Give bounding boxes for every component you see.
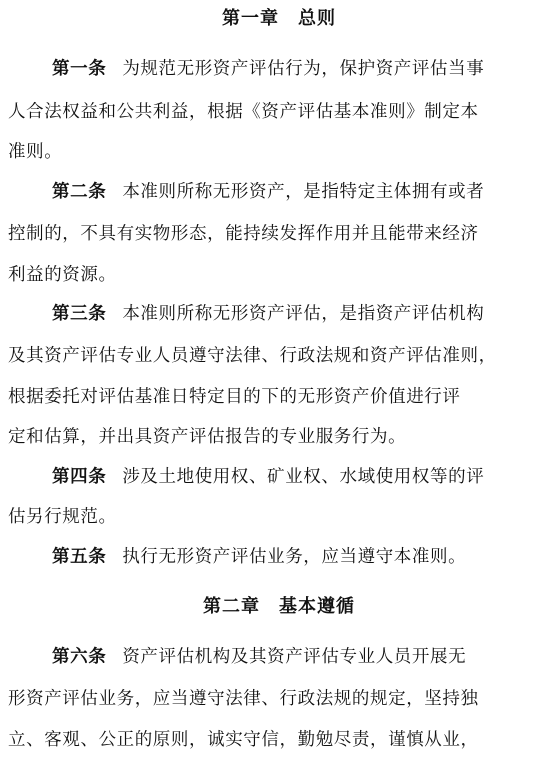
article-text-line: 估另行规范。 xyxy=(8,507,117,527)
chapter-heading: 第一章 总则 xyxy=(222,8,336,29)
article-first-line xyxy=(52,545,466,569)
article-text: 本准则所称无形资产，是指特定主体拥有或者 xyxy=(122,182,485,202)
article-text-line: 控制的，不具有实物形态，能持续发挥作用并且能带来经济 xyxy=(8,224,479,244)
article-text-line: 根据委托对评估基准日特定目的下的无形资产价值进行评 xyxy=(8,387,461,407)
article-text-line: 立、客观、公正的原则，诚实守信，勤勉尽责，谨慎从业， xyxy=(8,730,479,750)
article-first-line xyxy=(52,302,484,326)
article-text-line: 人合法权益和公共利益，根据《资产评估基本准则》制定本 xyxy=(8,102,479,122)
chapter-heading: 第二章 基本遵循 xyxy=(203,596,355,617)
article-first-line xyxy=(52,57,484,81)
article-text-line: 形资产评估业务，应当遵守法律、行政法规的规定，坚持独 xyxy=(8,689,479,709)
article-first-line xyxy=(52,465,484,489)
article-label: 第五条 xyxy=(52,547,107,567)
article-text: 为规范无形资产评估行为，保护资产评估当事 xyxy=(122,59,485,79)
article-text-line: 定和估算，并出具资产评估报告的专业服务行为。 xyxy=(8,427,407,447)
article-text: 涉及土地使用权、矿业权、水域使用权等的评 xyxy=(122,467,485,487)
article-label: 第六条 xyxy=(52,647,107,667)
article-text-line: 准则。 xyxy=(8,142,63,162)
article-label: 第二条 xyxy=(52,182,107,202)
article-text: 本准则所称无形资产评估，是指资产评估机构 xyxy=(122,304,485,324)
article-first-line xyxy=(52,180,484,204)
article-text: 执行无形资产评估业务，应当遵守本准则。 xyxy=(122,547,467,567)
article-text-line: 及其资产评估专业人员遵守法律、行政法规和资产评估准则， xyxy=(8,346,497,366)
article-first-line xyxy=(52,645,466,669)
article-text-line: 利益的资源。 xyxy=(8,265,117,285)
article-text: 资产评估机构及其资产评估专业人员开展无 xyxy=(122,647,467,667)
article-label: 第一条 xyxy=(52,59,107,79)
article-label: 第四条 xyxy=(52,467,107,487)
article-label: 第三条 xyxy=(52,304,107,324)
